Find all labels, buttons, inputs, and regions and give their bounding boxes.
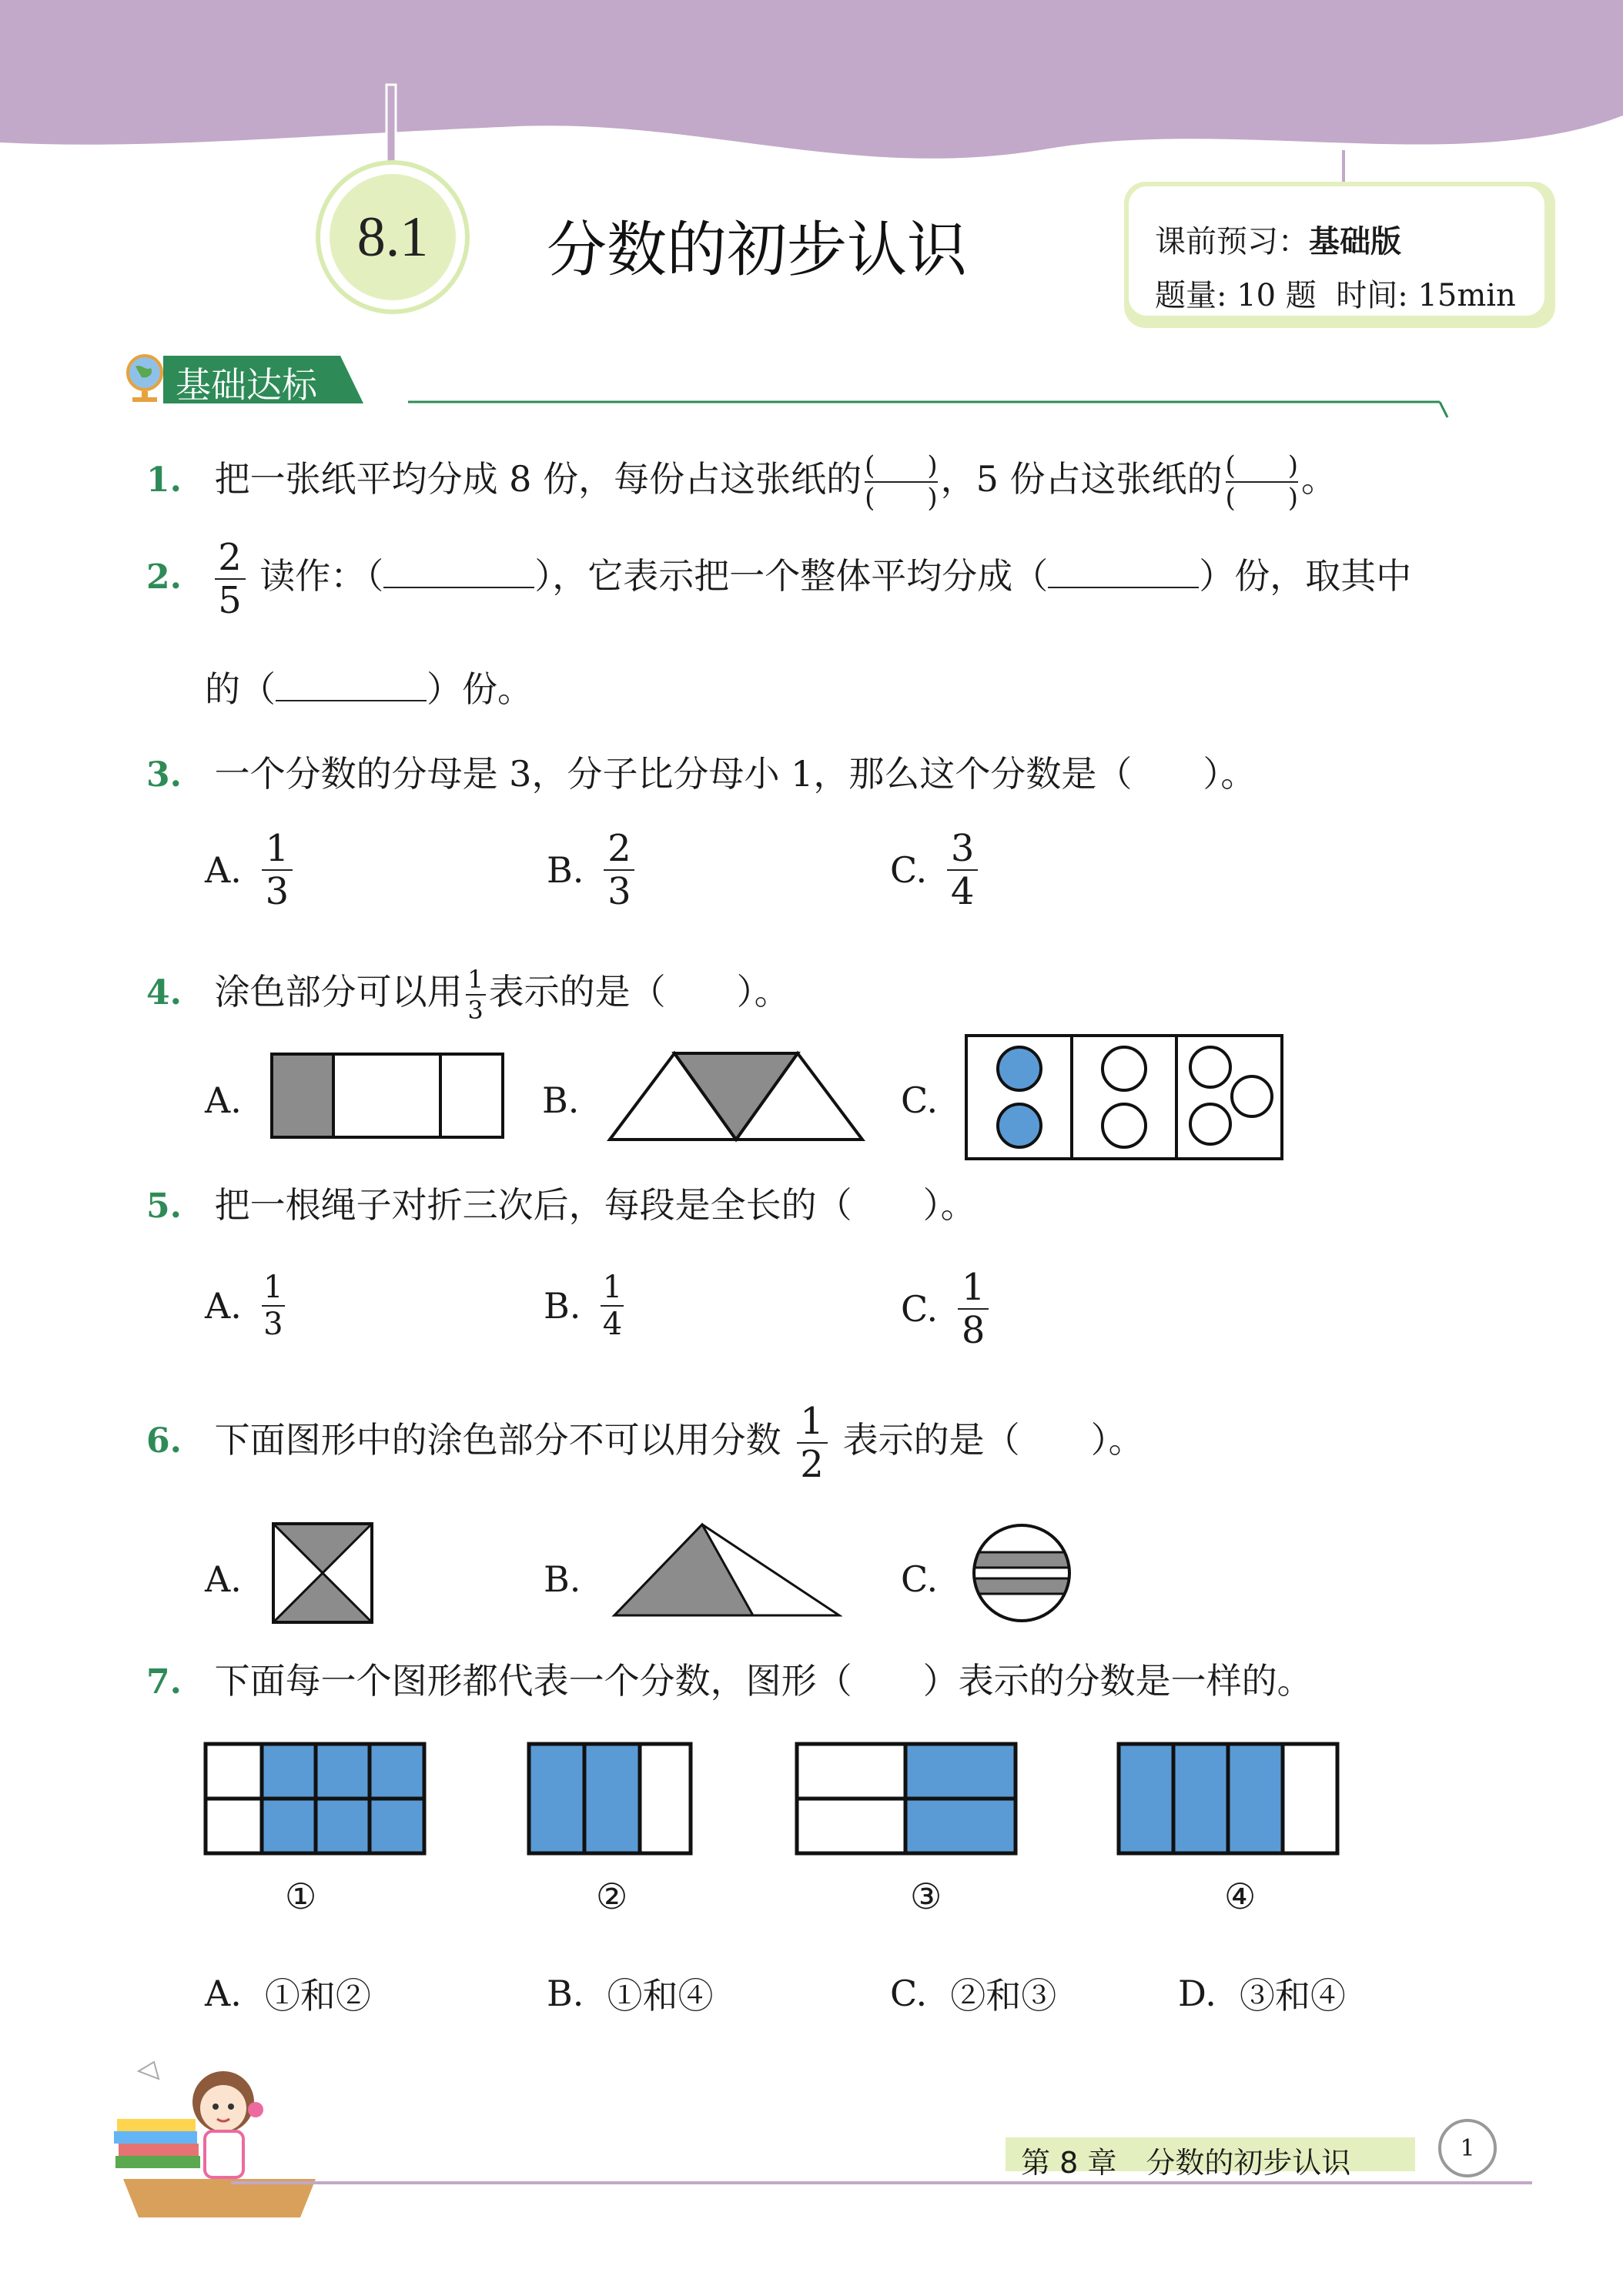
option-a[interactable]: A. [205, 1079, 242, 1121]
answer-fraction-blank: $\frac{( )}{( )}$ [1225, 450, 1299, 514]
info-line-preview [1155, 217, 1401, 261]
question-text: 下面图形中的涂色部分不可以用分数 [214, 1419, 781, 1461]
info-box [1124, 182, 1555, 328]
figure-2-label: ② [596, 1876, 628, 1917]
figure-square-hourglass [271, 1521, 374, 1625]
figure-triangle-split [611, 1520, 842, 1620]
question-7 [146, 1660, 1313, 1702]
option-a[interactable]: A. ①和② [205, 1973, 371, 2017]
answer-blank [1048, 559, 1199, 588]
question-text: 把一根绳子对折三次后，每段是全长的（ ）。 [214, 1184, 976, 1226]
option-c[interactable]: C. $\frac{1}{8}$ [901, 1269, 992, 1349]
question-text: 一个分数的分母是 3，分子比分母小 1，那么这个分数是（ ）。 [214, 753, 1257, 795]
chapter-number-badge [316, 160, 470, 314]
fraction: $\frac{1}{2}$ [797, 1403, 828, 1483]
figure-circles [964, 1033, 1284, 1161]
question-text: 表示的是（ ）。 [842, 1419, 1144, 1461]
question-text: ）份，取其中 [1199, 555, 1412, 597]
question-number: 4. [146, 973, 182, 1012]
question-1 [146, 450, 1337, 514]
question-number: 6. [146, 1421, 182, 1461]
question-text: ），它表示把一个整体平均分成（ [534, 555, 1049, 597]
info-line-stats [1155, 271, 1516, 315]
question-4 [146, 965, 790, 1025]
chapter-number: 8.1 [330, 174, 456, 300]
question-number: 7. [146, 1662, 182, 1702]
figure-4 [1116, 1742, 1340, 1856]
figure-1 [203, 1742, 427, 1856]
option-c[interactable]: C. [901, 1558, 939, 1600]
figure-4-label: ④ [1224, 1876, 1257, 1917]
figure-circle-stripes [970, 1521, 1073, 1625]
option-b[interactable]: B. $\frac{1}{4}$ [544, 1272, 627, 1340]
question-6 [146, 1400, 1144, 1486]
fraction: $\frac{2}{5}$ [215, 539, 246, 619]
footer-chapter: 第 8 章 分数的初步认识 [1021, 2146, 1351, 2180]
option-a[interactable]: A. $\frac{1}{3}$ [205, 1272, 288, 1340]
option-b[interactable]: B. ①和④ [547, 1973, 714, 2017]
fraction: $\frac{3}{4}$ [947, 830, 978, 910]
question-text: 的（ [205, 668, 276, 710]
answer-blank [383, 559, 534, 588]
option-a[interactable]: A. [205, 1558, 242, 1600]
fraction: $\frac{1}{3}$ [262, 830, 293, 910]
page-title: 分数的初步认识 [547, 216, 968, 285]
question-2 [146, 536, 1412, 622]
option-d[interactable]: D. ③和④ [1178, 1973, 1346, 2017]
question-text: ）份。 [427, 668, 533, 710]
figure-1-label: ① [285, 1876, 317, 1917]
fraction: $\frac{1}{3}$ [262, 1272, 285, 1340]
question-number: 2. [146, 557, 182, 597]
section-label: 基础达标 [176, 364, 317, 406]
question-text: 读作：（ [259, 555, 384, 597]
fraction: $\frac{1}{3}$ [466, 967, 486, 1022]
option-b[interactable]: B. [544, 1558, 581, 1600]
option-b[interactable]: B. [542, 1079, 580, 1121]
answer-blank [276, 672, 427, 701]
info-level: 基础版 [1309, 224, 1401, 259]
question-text: 把一张纸平均分成 8 份，每份占这张纸的 [214, 458, 862, 500]
fraction: $\frac{2}{3}$ [604, 830, 634, 910]
figure-2 [527, 1742, 693, 1856]
info-count: 题量: 10 题 [1155, 278, 1317, 313]
info-label: 课前预习： [1155, 224, 1309, 259]
option-c[interactable]: C. $\frac{3}{4}$ [890, 830, 981, 910]
question-text: ，5 份占这张纸的 [940, 458, 1223, 500]
option-a[interactable]: A. $\frac{1}{3}$ [205, 830, 296, 910]
fraction: $\frac{1}{8}$ [958, 1269, 989, 1349]
figure-bar-one-third [269, 1052, 505, 1140]
fraction: $\frac{1}{4}$ [601, 1272, 624, 1340]
option-c[interactable]: C. ②和③ [890, 1973, 1057, 2017]
answer-fraction-blank: $\frac{( )}{( )}$ [865, 450, 938, 514]
question-number: 1. [146, 460, 182, 500]
page-number: 1 [1438, 2119, 1497, 2177]
student-illustration [108, 2048, 331, 2225]
figure-3-label: ③ [910, 1876, 942, 1917]
option-b[interactable]: B. $\frac{2}{3}$ [547, 830, 637, 910]
option-c[interactable]: C. [901, 1079, 939, 1121]
info-time: 时间: 15min [1336, 278, 1516, 313]
question-text: 涂色部分可以用 [214, 971, 463, 1012]
question-number: 3. [146, 755, 182, 795]
question-text: 。 [1301, 458, 1337, 500]
globe-icon [122, 351, 171, 405]
question-2-line-2 [205, 668, 533, 710]
question-5 [146, 1184, 976, 1226]
question-text: 下面每一个图形都代表一个分数，图形（ ）表示的分数是一样的。 [214, 1660, 1313, 1702]
question-number: 5. [146, 1186, 182, 1226]
figure-triangles [605, 1049, 867, 1144]
question-text: 表示的是（ ）。 [488, 971, 790, 1012]
figure-3 [795, 1742, 1018, 1856]
question-3 [146, 753, 1257, 795]
